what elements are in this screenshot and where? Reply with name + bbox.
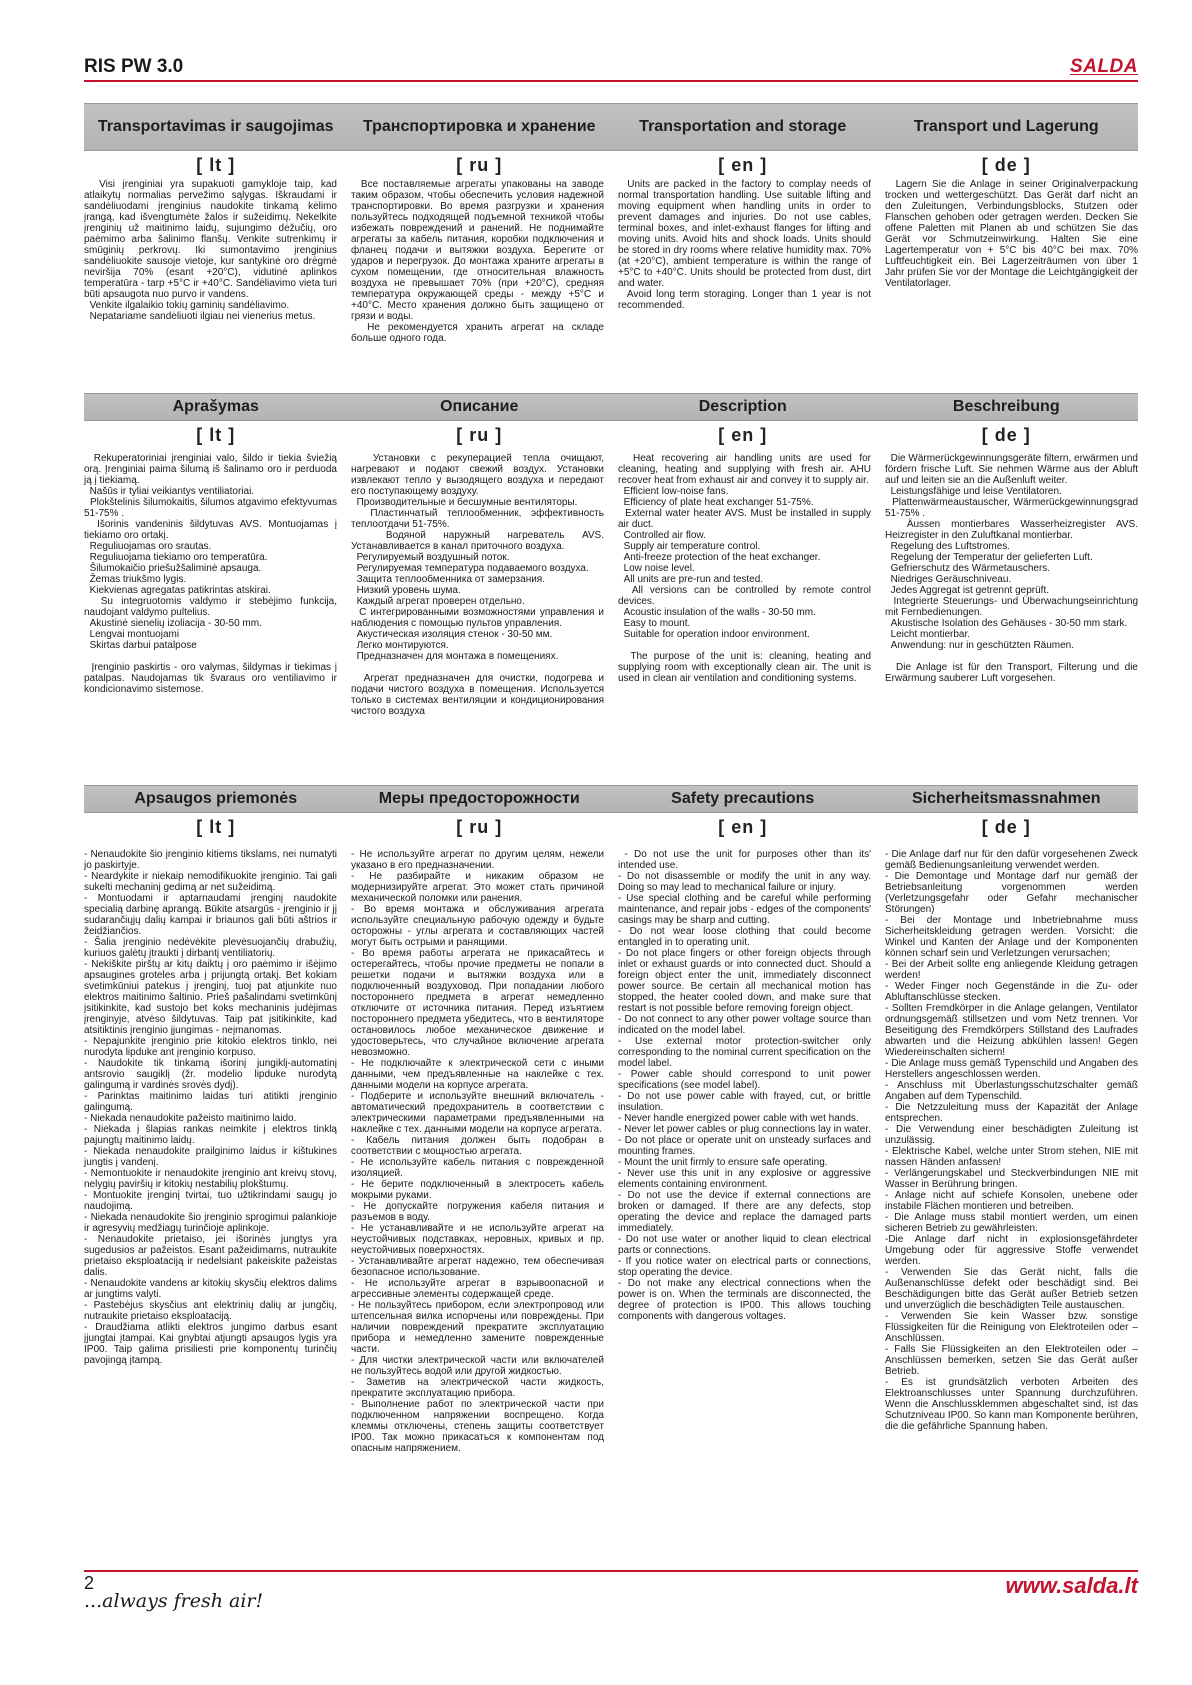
lang-label-lt: [ lt ] <box>196 424 236 445</box>
text-en: Units are packed in the factory to complay needs of normal transportation handling. Use suitable lifting and moving equipment when handling units in order to prevent damages and injuries. Do not use cables, terminal boxes, and inlet-exhaust flanges for lifting and moving units. Avoid hits and shock loads. Units should be stored in dry rooms where relative humidity max. 70% (at +20°C), ambient temperature is within the range of +5°C to +40°C. Units should be protected from dust, dirt and water. Avoid long term storaging. Longer than 1 year is not recommended. <box>618 179 872 311</box>
lang-label-ru: [ ru ] <box>456 424 503 445</box>
footer-divider <box>84 1570 1138 1572</box>
text-de: Lagern Sie die Anlage in seiner Originalverpackung trocken und wettergeschützt. Das Gerät darf nicht an den Zuleitungen, Verbindungsblocks, Stutzen oder Flanschen gehoben oder getragen werden. Decken Sie offene Paletten mit Planen ab und schützen Sie das Gerät vor Schmutzeinwirkung. Halten Sie eine Lagertemperatur von + 5°C bis 40°C bei max. 70% Luftfeuchtigkeit ein. Bei Lagerzeiträumen von über 1 Jahr prüfen Sie vor der Montage die Leichtgängigkeit der Ventilatorlager. <box>885 179 1141 289</box>
document-title: RIS PW 3.0 <box>84 56 184 77</box>
heading-de: Beschreibung <box>952 398 1060 415</box>
section-transportation <box>84 103 1141 389</box>
lang-label-en: [ en ] <box>718 424 768 445</box>
heading-ru: Описание <box>440 398 519 415</box>
text-en: - Do not use the unit for purposes other than its' intended use. - Do not disassemble or modify the unit in any way. Doing so may lead to mechanical failure or injury. - Use special clothing and be careful while performing maintenance, and repair jobs - edges of the components' casings may be sharp and cutting. - Do not wear loose clothing that could become entangled in to operating unit. - Do not place fingers or other foreign objects through inlet or exhaust guards or into connected duct. Should a foreign object enter the unit, immediately disconnect power source. Be certain all mechanical motion has stopped, the heater cooled down, and make sure that restart is not possible before removing foreign object. - Do not connect to any other power voltage source than indicated on the model label. - Use external motor protection-switcher only corresponding to the nominal current specification on the model label. - Power cable should correspond to unit power specifications (see model label). - Do not use power cable with frayed, cut, or brittle insulation. - Never handle energized power cable with wet hands. - Never let power cables or plug connections lay in water. - Do not place or operate unit on unsteady surfaces and mounting frames. - Mount the unit firmly to ensure safe operating. - Never use this unit in any explosive or aggressive elements containing environment. - Do not use the device if external connections are broken or damaged. If there are any defects, stop operating the device and replace the damaged parts immediately. - Do not use water or another liquid to clean electrical parts or connections. - If you notice water on electrical parts or connections, stop operating the device. - Do not make any electrical connections when the power is on. When the terminals are disconnected, the degree of protection is IP00. This allows touching components with dangerous voltages. <box>618 849 872 1322</box>
heading-lt: Apsaugos priemonės <box>134 790 298 807</box>
heading-ru: Меры предосторожности <box>378 790 580 807</box>
lang-label-de: [ de ] <box>981 424 1031 445</box>
section-heading-bar <box>84 393 1138 421</box>
text-columns <box>84 453 1138 783</box>
text-ru: Все поставляемые агрегаты упакованы на заводе таким образом, чтобы обеспечить условия надежной транспортировки. Во время разгрузки и хранения пользуйтесь подходящей подъемной техникой чтобы избежать повреждений и ранений. Не поднимайте агрегаты за кабель питания, коробки подключения и фланец подачи и вытяжки воздуха. Берегите от ударов и перегрузок. До монтажа храните агрегаты в сухом помещении, где относительная влажность воздуха не превышает 70% (при +20°C), средняя температура окружающей среды - между +5°C и +40°C. Место хранения должно быть защищено от грязи и воды. Не рекомендуется хранить агрегат на складе больше одного года. <box>351 179 604 344</box>
text-en: Heat recovering air handling units are used for cleaning, heating and supplying with fresh air. AHU recover heat from exhaust air and convey it to supply air. Efficient low-noise fans. Efficiency of plate heat exchanger 51-75%. External water heater AVS. Must be installed in supply air duct. Controlled air flow. Supply air temperature control. Anti-freeze protection of the heat exchanger. Low noise level. All units are pre-run and tested. All versions can be controlled by remote control devices. Acoustic insulation of the walls - 30-50 mm. Easy to mount. Suitable for operation indoor environment. The purpose of the unit is: cleaning, heating and supplying room with exceptionally clean air. The unit is used in clean air ventilation and conditioning systems. <box>618 453 872 684</box>
text-ru: Установки с рекуперацией тепла очищают, нагревают и подают свежий воздух. Установки извлекают тепло у вызодящего воздуха и передают его поступающему воздуху. Производительные и бесшумные вентиляторы. Пластинчатый теплообменник, эффективность теплоотдачи 51-75%. Водяной наружный нагреватель AVS. Устанавливается в канал приточного воздуха. Регулируемый воздушный поток. Регулируемая температура подаваемого воздуха. Защита теплообменника от замерзания. Низкий уровень шума. Каждый агрегат проверен отдельно. С интегрированными возможностями управления и наблюдения с помощью пультов управления. Акустическая изоляция стенок - 30-50 мм. Легко монтируются. Предназначен для монтажа в помещениях. Агрегат предназначен для очистки, подогрева и подачи чистого воздуха в помещения. Используется только в системах вентиляции и кондиционирования чистого воздуха <box>351 453 605 717</box>
lang-label-lt: [ lt ] <box>196 816 236 837</box>
section-heading-bar <box>84 785 1138 813</box>
text-columns <box>84 849 1138 1569</box>
heading-lt: Aprašymas <box>172 398 259 415</box>
heading-en: Description <box>698 398 787 415</box>
page-number: 2 <box>84 1573 95 1593</box>
lang-label-lt: [ lt ] <box>196 154 236 175</box>
slogan: ...always fresh air! <box>84 1590 264 1612</box>
section-heading-bar <box>84 103 1138 151</box>
language-labels <box>84 151 1138 179</box>
heading-de: Sicherheitsmassnahmen <box>911 790 1101 807</box>
header-divider <box>84 80 1138 82</box>
section-safety <box>84 785 1138 1569</box>
lang-label-de: [ de ] <box>981 816 1031 837</box>
lang-label-en: [ en ] <box>718 154 768 175</box>
lang-label-ru: [ ru ] <box>456 816 503 837</box>
text-columns <box>84 179 1141 389</box>
heading-ru: Транспортировка и хранение <box>362 118 596 135</box>
website-link[interactable]: www.salda.lt <box>1005 1573 1138 1598</box>
heading-en: Safety precautions <box>671 790 815 807</box>
language-labels <box>84 421 1138 449</box>
text-de: Die Wärmerückgewinnungsgeräte filtern, erwärmen und fördern frische Luft. Sie nehmen Wärme aus der Abluft auf und leiten sie an die Außenluft weiter. Leistungsfähige und leise Ventilatoren. Plattenwärmeaustauscher, Wärmerückgewinnungsgrad 51-75% . Äussen montierbares Wasserheizregister AVS. Heizregister in den Zuluftkanal montierbar. Regelung des Luftstromes. Regelung der Temperatur der gelieferten Luft. Gefrierschutz des Wärmetauschers. Niedriges Geräuschniveau. Jedes Aggregat ist getrennt geprüft. Integrierte Steuerungs- und Überwachungseinrichtung mit Fernbedienungen. Akustische Isolation des Gehäuses - 30-50 mm stark. Leicht montierbar. Anwendung: nur in geschützten Räumen. Die Anlage ist für den Transport, Filterung und die Erwärmung sauberer Luft vorgesehen. <box>885 453 1139 684</box>
text-lt: Rekuperatoriniai įrenginiai valo, šildo ir tiekia šviežią orą. Įrenginiai paima šilumą iš šalinamo oro ir perduoda ją į tiekiamą. Našūs ir tyliai veikiantys ventiliatoriai. Plokštelinis šilumokaitis, šilumos atgavimo efektyvumas 51-75% . Išorinis vandeninis šildytuvas AVS. Montuojamas į tiekiamo oro ortakį. Reguliuojamas oro srautas. Reguliuojama tiekiamo oro temperatūra. Šilumokaičio priešužšaliminė apsauga. Žemas triukšmo lygis. Kiekvienas agregatas patikrintas atskirai. Su integruotomis valdymo ir stebėjimo funkcija, naudojant valdymo pultelius. Akustinė sienelių izoliacija - 30-50 mm. Lengvai montuojami Skirtas darbui patalpose Įrenginio paskirtis - oro valymas, šildymas ir tiekimas į patalpas. Naudojamas tik švaraus oro ventiliavimo ir kondicionavimo sistemose. <box>84 453 338 695</box>
text-lt: - Nenaudokite šio įrenginio kitiems tikslams, nei numatyti jo paskirtyje. - Neardykite ir niekaip nemodifikuokite įrenginio. Tai gali sukelti mechaninį gedimą ar net sužeidimą. - Montuodami ir aptarnaudami įrenginį naudokite specialią darbinę aprangą. Būkite atsargūs - įrenginio ir jį sudarančiųjų dalių kampai ir briaunos gali būti aštrios ir žeidžiančios. - Šalia įrenginio nedėvėkite plevėsuojančių drabužių, kuriuos galėtų įtraukti į dirbantį ventiliatorių. - Nekiškite pirštų ar kitų daiktų į oro paėmimo ir išėjimo apsaugines groteles arba į prijungtą ortakį. Bet kokiam svetimkūniui patekus į įrenginį, tuoj pat atjunkite nuo elektros maitinimo šaltinio. Prieš pašalindami svetimkūnį įsitikinkite, kad sustojo bet koks mechaninis judėjimas įrenginyje, atvėso šildytuvas. Taip pat įsitikinkite, kad atsitiktinis įrenginio įjungimas - neįmanomas. - Nepajunkite įrenginio prie kitokio elektros tinklo, nei nurodyta lipduke ant įrenginio korpuso. - Naudokite tik tinkamą išorinį jungiklį-automatinį antsrovio saugiklį (žr. modelio lipduke nurodytą galingumą ir vardinės srovės dydį). - Parinktas maitinimo laidas turi atitikti įrenginio galingumą. - Niekada nenaudokite pažeisto maitinimo laido. - Niekada į šlapias rankas neimkite į elektros tinklą pajungtų maitinimo laidų. - Niekada nenaudokite prailginimo laidus ir kištukines jungtis į vandenį. - Nemontuokite ir nenaudokite įrenginio ant kreivų stovų, nelygių paviršių ir kitokių nestabilių plokštumų. - Montuokite įrenginį tvirtai, tuo užtikrindami saugų jo naudojimą. - Niekada nenaudokite šio įrenginio sprogimui palankioje ir agresyvių medžiagų turinčioje aplinkoje. - Nenaudokite prietaiso, jei išorinės jungtys yra sugedusios ar pažeistos. Esant pažeidimams, nutraukite prietaiso eksploataciją ir nedelsiant pakeiskite pažeistas dalis. - Nenaudokite vandens ar kitokių skysčių elektros dalims ar jungtims valyti. - Pastebėjus skysčius ant elektrinių dalių ar jungčių, nutraukite prietaiso eksploataciją. - Draudžiama atlikti elektros jungimo darbus esant įjungtai įtampai. Kai gnybtai atjungti apsaugos lygis yra IP00. Taip galima prisiliesti prie komponentų turinčių pavojingą įtampą. <box>84 849 337 1366</box>
brand-logo: SALDA <box>1070 56 1138 77</box>
lang-label-en: [ en ] <box>718 816 768 837</box>
text-lt: Visi įrenginiai yra supakuoti gamykloje taip, kad atlaikytų normalias pervežimo sąlygas. Iškraudami ir sandėliuodami įrenginius naudokite tinkamą kėlimo įrangą, kad išvengtumėte žalos ir sužeidimų. Nekelkite įrenginių už maitinimo laidų, sujungimo dėžučių, oro paėmimo arba šalinimo flanšų. Venkite sutrenkimų ir smūginių perkrovų. Iki sumontavimo įrenginius sandėliuokite sausoje vietoje, kur santykinė oro drėgmė neviršija 70% (esant +20°C), vidutinė aplinkos temperatūra - tarp +5°C ir +40°C. Sandėliavimo vieta turi būti apsaugota nuo purvo ir vandens. Venkite ilgalaikio tokių gaminių sandėliavimo. Nepatariame sandėliuoti ilgiau nei vienerius metus. <box>84 179 337 322</box>
heading-lt: Transportavimas ir saugojimas <box>97 118 334 135</box>
language-labels <box>84 813 1138 841</box>
heading-en: Transportation and storage <box>639 118 847 135</box>
lang-label-de: [ de ] <box>981 154 1031 175</box>
text-de: - Die Anlage darf nur für den dafür vorgesehenen Zweck gemäß Bedienungsanleitung verwendet werden. - Die Demontage und Montage darf nur gemäß der Betriebsanleitung vorgenommen werden (Verletzungsgefahr oder Gefahr mechanischer Störungen) - Bei der Montage und Inbetriebnahme muss Sicherheitskleidung getragen werden. Vorsicht: die Winkel und Kanten der Anlage und der Komponenten können scharf sein und Verletzungen verursachen; - Bei der Arbeit sollte eng anliegende Kleidung getragen werden! - Weder Finger noch Gegenstände in die Zu- oder Abluftanschlüsse stecken. - Sollten Fremdkörper in die Anlage gelangen, Ventilator ordnungsgemäß stillsetzen und vom Netz trennen. Vor Beseitigung des Fremdkörpers Stillstand des Laufrades abwarten und die Heizung abkühlen lassen! Gegen Wiedereinschalten sichern! - Die Anlage muss gemäß Typenschild und Angaben des Herstellers angeschlossen werden. - Anschluss mit Überlastungsschutzschalter gemäß Angaben auf dem Typenschild. - Die Netzzuleitung muss der Kapazität der Anlage entsprechen. - Die Verwendung einer beschädigten Zuleitung ist unzulässig. - Elektrische Kabel, welche unter Strom stehen, NIE mit nassen Händen anfassen! - Verlängerungskabel und Steckverbindungen NIE mit Wasser in Berührung bringen. - Anlage nicht auf schiefe Konsolen, unebene oder instabile Flächen montieren und betreiben. - Die Anlage muss stabil montiert werden, um einen sicheren Betrieb zu gewährleisten. -Die Anlage darf nicht in explosionsgefährdeter Umgebung oder für aggressive Stoffe verwendet werden. - Verwenden Sie das Gerät nicht, falls die Außenanschlüsse defekt oder beschädigt sind. Bei Beschädigungen bitte das Gerät außer Betrieb setzen und unverzüglich die beschädigten Teile austauschen. - Verwenden Sie kein Wasser bzw. sonstige Flüssigkeiten für die Reinigung von Elektroteilen oder –Anschlüssen. - Falls Sie Flüssigkeiten an den Elektroteilen oder –Anschlüssen bemerken, setzen Sie das Gerät außer Betrieb. - Es ist grundsätzlich verboten Arbeiten des Elektroanschlusses unter Spannung durchzuführen. Wenn die Anschlussklemmen abgeschaltet sind, ist das Schutzniveau IP00. So kann man Komponente berühren, die die gefährliche Spannung haben. <box>885 849 1138 1432</box>
lang-label-ru: [ ru ] <box>456 154 503 175</box>
section-description <box>84 393 1138 783</box>
text-ru: - Не используйте агрегат по другим целям, нежели указано в его предназначении. - Не разбирайте и никаким образом не модернизируйте агрегат. Это может стать причиной механической поломки или ранения. - Во время монтажа и обслуживания агрегата используйте специальную рабочую одежду и будьте осторожны - углы агрегата и составляющих частей могут быть острыми и ранящими. - Во время работы агрегата не прикасайтесь и остерегайтесь, чтобы прочие предметы не попали в решетки подачи и вытяжки воздуха или в подключенный воздуховод. При попадании любого постороннего предмета в агрегат немедленно отключите от источника питания. Перед изъятием постороннего предмета убедитесь, что в вентиляторе остановилось любое механическое движение и удостоверьтесь, что случайное включение агрегата невозможно. - Не подключайте к электрической сети с иными данными, чем предъявленные на наклейке с тех. данными модели на корпусе агрегата. - Подберите и используйте внешний включатель - автоматический предохранитель в соответствии с электрическими параметрами предъявленными на наклейке с тех. данными модели на корпусе агрегата. - Кабель питания должен быть подобран в соответствии с мощностью агрегата. - Не используйте кабель питания с поврежденной изоляцией. - Не берите подключенный в электросеть кабель мокрыми руками. - Не допускайте погружения кабеля питания и разъемов в воду. - Не устанавливайте и не используйте агрегат на неустойчивых подставках, неровных, кривых и пр. неустойчивых поверхностях. - Устанавливайте агрегат надежно, тем обеспечивая безопасное использование. - Не используйте агрегат в взрывоопасной и агрессивные элементы содержащей среде. - Не пользуйтесь прибором, если электропровод или штепсельная вилка испорчены или повреждены. При наличии повреждений прекратите эксплуатацию прибора и немедленно замените поврежденные части. - Для чистки электрической части или включателей не пользуйтесь водой или другой жидкостью. - Заметив на электрической части жидкость, прекратите эксплуатацию прибора. - Выполнение работ по электрической части при подключенном напряжении воспрещено. Когда клеммы отключены, степень защиты соответствует IP00. Так можно прикасаться к компонентам под опасным напряжением. <box>351 849 604 1454</box>
heading-de: Transport und Lagerung <box>913 118 1099 135</box>
